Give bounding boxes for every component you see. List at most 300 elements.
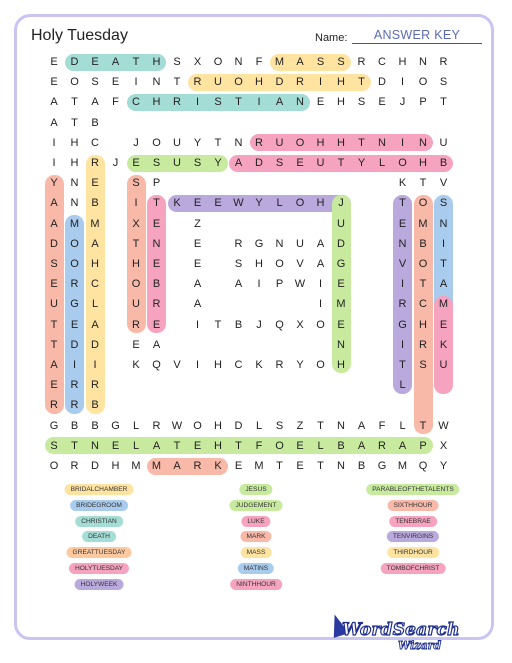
grid-letter[interactable]: N xyxy=(152,237,161,250)
grid-letter[interactable]: T xyxy=(214,136,222,149)
grid-letter[interactable]: S xyxy=(439,76,448,89)
grid-letter[interactable]: T xyxy=(153,197,160,210)
grid-letter[interactable]: N xyxy=(337,338,345,351)
grid-letter[interactable]: B xyxy=(152,278,161,291)
grid-letter[interactable]: S xyxy=(91,76,99,89)
grid-letter[interactable]: R xyxy=(296,76,304,89)
grid-letter[interactable]: E xyxy=(316,96,325,109)
grid-letter[interactable]: A xyxy=(91,96,99,109)
grid-letter[interactable]: O xyxy=(131,278,141,291)
grid-letter[interactable]: L xyxy=(132,419,140,432)
grid-letter[interactable]: A xyxy=(234,157,243,169)
grid-letter[interactable]: L xyxy=(132,439,140,452)
grid-letter[interactable]: R xyxy=(50,399,58,412)
grid-letter[interactable]: B xyxy=(419,237,427,250)
grid-letter[interactable]: G xyxy=(111,419,120,432)
grid-letter[interactable]: M xyxy=(131,460,141,472)
grid-letter[interactable]: N xyxy=(419,56,427,68)
grid-letter[interactable]: N xyxy=(378,136,386,149)
grid-letter[interactable]: N xyxy=(70,197,79,210)
grid-letter[interactable]: U xyxy=(173,157,181,169)
grid-letter[interactable]: E xyxy=(132,157,140,169)
grid-letter[interactable]: K xyxy=(214,460,222,472)
grid-letter[interactable]: S xyxy=(173,56,181,68)
grid-letter[interactable]: J xyxy=(133,136,139,149)
grid-letter[interactable]: H xyxy=(152,96,161,109)
grid-letter[interactable]: E xyxy=(132,338,140,351)
grid-letter[interactable]: I xyxy=(72,359,77,371)
grid-letter[interactable]: S xyxy=(439,197,448,210)
grid-letter[interactable]: C xyxy=(132,96,140,109)
grid-letter[interactable]: S xyxy=(357,96,366,109)
grid-letter[interactable]: R xyxy=(132,318,140,331)
grid-letter[interactable]: T xyxy=(440,96,447,109)
grid-letter[interactable]: F xyxy=(378,419,386,432)
grid-letter[interactable]: R xyxy=(193,460,202,472)
grid-letter[interactable]: E xyxy=(337,278,345,291)
grid-letter[interactable]: E xyxy=(439,318,448,331)
grid-letter[interactable]: T xyxy=(419,419,427,432)
grid-letter[interactable]: E xyxy=(152,318,161,331)
grid-letter[interactable]: I xyxy=(318,278,323,291)
grid-letter[interactable]: N xyxy=(152,76,161,89)
grid-letter[interactable]: L xyxy=(399,419,406,432)
grid-letter[interactable]: V xyxy=(439,177,448,190)
grid-letter[interactable]: E xyxy=(296,439,304,452)
grid-letter[interactable]: N xyxy=(337,419,345,432)
grid-letter[interactable]: I xyxy=(195,96,200,109)
grid-letter[interactable]: D xyxy=(234,419,243,432)
grid-letter[interactable]: T xyxy=(132,237,140,250)
grid-letter[interactable]: L xyxy=(378,157,386,169)
grid-letter[interactable]: X xyxy=(439,439,448,452)
grid-letter[interactable]: T xyxy=(317,460,324,472)
grid-letter[interactable]: A xyxy=(50,96,58,109)
grid-letter[interactable]: W xyxy=(438,419,449,432)
grid-letter[interactable]: D xyxy=(50,237,58,250)
grid-letter[interactable]: M xyxy=(90,217,100,230)
grid-letter[interactable]: R xyxy=(439,56,448,68)
grid-letter[interactable]: I xyxy=(318,298,323,311)
grid-letter[interactable]: A xyxy=(193,298,202,311)
grid-letter[interactable]: O xyxy=(316,359,325,371)
grid-letter[interactable]: A xyxy=(316,258,325,270)
grid-letter[interactable]: R xyxy=(91,379,99,392)
grid-letter[interactable]: B xyxy=(91,116,99,129)
grid-letter[interactable]: K xyxy=(173,197,181,210)
grid-letter[interactable]: I xyxy=(400,76,405,89)
grid-letter[interactable]: E xyxy=(378,96,386,109)
grid-letter[interactable]: B xyxy=(70,419,79,432)
grid-letter[interactable]: I xyxy=(400,338,405,351)
grid-letter[interactable]: U xyxy=(173,136,181,149)
grid-letter[interactable]: O xyxy=(213,56,223,68)
grid-letter[interactable]: D xyxy=(91,338,99,351)
grid-letter[interactable]: R xyxy=(70,399,79,412)
grid-letter[interactable]: U xyxy=(296,237,304,250)
grid-letter[interactable]: T xyxy=(419,278,427,291)
grid-letter[interactable]: A xyxy=(152,439,161,452)
grid-letter[interactable]: T xyxy=(317,419,324,432)
grid-letter[interactable]: V xyxy=(398,258,407,270)
grid-letter[interactable]: O xyxy=(193,419,202,432)
grid-letter[interactable]: E xyxy=(193,258,202,270)
grid-letter[interactable]: O xyxy=(316,318,325,331)
grid-letter[interactable]: X xyxy=(193,56,202,68)
grid-letter[interactable]: B xyxy=(234,318,243,331)
grid-letter[interactable]: N xyxy=(296,96,304,109)
grid-letter[interactable]: N xyxy=(70,177,79,190)
grid-letter[interactable]: B xyxy=(357,460,366,472)
grid-letter[interactable]: I xyxy=(195,359,200,371)
grid-letter[interactable]: B xyxy=(91,399,99,412)
grid-letter[interactable]: A xyxy=(357,439,366,452)
grid-letter[interactable]: M xyxy=(254,460,264,472)
grid-letter[interactable]: A xyxy=(173,460,181,472)
grid-letter[interactable]: J xyxy=(112,157,119,169)
grid-letter[interactable]: D xyxy=(255,157,263,169)
grid-letter[interactable]: R xyxy=(275,359,284,371)
grid-letter[interactable]: B xyxy=(91,197,99,210)
grid-letter[interactable]: R xyxy=(234,237,243,250)
grid-letter[interactable]: R xyxy=(398,298,407,311)
grid-letter[interactable]: A xyxy=(50,116,58,129)
grid-letter[interactable]: R xyxy=(255,136,263,149)
grid-letter[interactable]: Y xyxy=(50,177,58,190)
grid-letter[interactable]: E xyxy=(111,439,120,452)
grid-letter[interactable]: O xyxy=(49,460,59,472)
grid-letter[interactable]: E xyxy=(70,318,79,331)
grid-letter[interactable]: A xyxy=(91,318,99,331)
grid-letter[interactable]: E xyxy=(50,379,58,392)
grid-letter[interactable]: M xyxy=(418,217,428,230)
grid-letter[interactable]: R xyxy=(193,76,202,89)
grid-letter[interactable]: Q xyxy=(418,460,428,472)
grid-letter[interactable]: Z xyxy=(296,419,304,432)
grid-letter[interactable]: M xyxy=(274,56,285,68)
grid-letter[interactable]: Y xyxy=(255,197,263,210)
grid-letter[interactable]: E xyxy=(296,460,304,472)
grid-letter[interactable]: P xyxy=(419,96,427,109)
grid-letter[interactable]: E xyxy=(398,217,407,230)
grid-letter[interactable]: T xyxy=(399,197,406,210)
grid-letter[interactable]: H xyxy=(91,258,99,270)
grid-letter[interactable]: E xyxy=(91,177,99,190)
grid-letter[interactable]: T xyxy=(132,56,140,68)
grid-letter[interactable]: H xyxy=(214,439,222,452)
grid-letter[interactable]: U xyxy=(337,217,345,230)
grid-letter[interactable]: K xyxy=(255,359,263,371)
grid-letter[interactable]: D xyxy=(70,338,79,351)
grid-letter[interactable]: Y xyxy=(214,157,222,169)
grid-letter[interactable]: T xyxy=(440,258,447,270)
grid-letter[interactable]: P xyxy=(275,278,284,291)
grid-letter[interactable]: S xyxy=(132,177,140,190)
grid-letter[interactable]: R xyxy=(357,56,366,68)
grid-letter[interactable]: U xyxy=(275,136,284,149)
grid-letter[interactable]: A xyxy=(91,237,99,250)
grid-letter[interactable]: I xyxy=(318,76,323,89)
grid-letter[interactable]: R xyxy=(152,419,161,432)
grid-letter[interactable]: A xyxy=(357,419,366,432)
grid-letter[interactable]: T xyxy=(71,439,78,452)
grid-letter[interactable]: O xyxy=(234,76,243,89)
grid-letter[interactable]: H xyxy=(214,359,222,371)
grid-letter[interactable]: H xyxy=(337,96,345,109)
grid-letter[interactable]: C xyxy=(378,56,386,68)
grid-letter[interactable]: N xyxy=(275,237,284,250)
grid-letter[interactable]: O xyxy=(418,258,428,270)
grid-letter[interactable]: D xyxy=(91,460,99,472)
grid-letter[interactable]: R xyxy=(91,157,99,169)
grid-letter[interactable]: N xyxy=(337,460,345,472)
grid-letter[interactable]: A xyxy=(275,96,284,109)
grid-letter[interactable]: G xyxy=(254,237,264,250)
grid-letter[interactable]: C xyxy=(91,136,99,149)
grid-letter[interactable]: A xyxy=(50,217,58,230)
grid-letter[interactable]: I xyxy=(257,96,261,109)
grid-letter[interactable]: T xyxy=(214,318,222,331)
grid-letter[interactable]: T xyxy=(50,338,58,351)
grid-letter[interactable]: U xyxy=(316,157,325,169)
grid-letter[interactable]: Y xyxy=(357,157,366,169)
grid-letter[interactable]: Z xyxy=(194,217,201,230)
grid-letter[interactable]: T xyxy=(337,157,345,169)
grid-letter[interactable]: O xyxy=(152,136,161,149)
grid-letter[interactable]: H xyxy=(214,419,222,432)
grid-letter[interactable]: N xyxy=(234,56,243,68)
grid-letter[interactable]: S xyxy=(50,439,58,452)
grid-letter[interactable]: X xyxy=(132,217,140,230)
grid-letter[interactable]: U xyxy=(50,298,58,311)
grid-letter[interactable]: C xyxy=(234,359,243,371)
grid-letter[interactable]: R xyxy=(419,338,427,351)
grid-letter[interactable]: N xyxy=(234,136,243,149)
grid-letter[interactable]: F xyxy=(112,96,119,109)
grid-letter[interactable]: L xyxy=(91,298,99,311)
grid-letter[interactable]: E xyxy=(152,258,161,270)
grid-letter[interactable]: W xyxy=(294,278,306,291)
grid-letter[interactable]: S xyxy=(316,56,325,68)
grid-letter[interactable]: T xyxy=(50,318,58,331)
grid-letter[interactable]: H xyxy=(316,136,325,149)
grid-letter[interactable]: A xyxy=(316,237,325,250)
grid-letter[interactable]: T xyxy=(358,76,365,89)
grid-letter[interactable]: E xyxy=(152,217,161,230)
grid-letter[interactable]: H xyxy=(70,157,79,169)
grid-letter[interactable]: K xyxy=(398,177,407,190)
grid-letter[interactable]: I xyxy=(400,136,405,149)
grid-letter[interactable]: K xyxy=(132,359,140,371)
grid-letter[interactable]: R xyxy=(378,439,386,452)
grid-letter[interactable]: A xyxy=(193,278,202,291)
grid-letter[interactable]: T xyxy=(173,439,181,452)
grid-letter[interactable]: O xyxy=(398,157,407,169)
grid-letter[interactable]: C xyxy=(419,298,427,311)
grid-letter[interactable]: T xyxy=(173,76,181,89)
name-field[interactable]: ANSWER KEY xyxy=(352,28,482,44)
grid-letter[interactable]: J xyxy=(256,318,262,331)
grid-letter[interactable]: S xyxy=(275,419,284,432)
grid-letter[interactable]: J xyxy=(399,96,406,109)
grid-letter[interactable]: X xyxy=(296,318,304,331)
grid-letter[interactable]: O xyxy=(275,439,284,452)
grid-letter[interactable]: E xyxy=(296,157,304,169)
grid-letter[interactable]: G xyxy=(70,298,79,311)
grid-letter[interactable]: T xyxy=(419,177,427,190)
grid-letter[interactable]: D xyxy=(275,76,284,89)
grid-letter[interactable]: H xyxy=(111,460,120,472)
grid-letter[interactable]: A xyxy=(111,56,120,68)
grid-letter[interactable]: E xyxy=(193,439,202,452)
grid-letter[interactable]: S xyxy=(152,157,161,169)
grid-letter[interactable]: E xyxy=(193,197,202,210)
grid-letter[interactable]: A xyxy=(398,439,407,452)
grid-letter[interactable]: H xyxy=(132,258,140,270)
grid-letter[interactable]: A xyxy=(50,359,58,371)
grid-letter[interactable]: D xyxy=(378,76,386,89)
grid-letter[interactable]: I xyxy=(52,157,56,169)
grid-letter[interactable]: W xyxy=(233,197,244,210)
grid-letter[interactable]: D xyxy=(337,237,345,250)
grid-letter[interactable]: I xyxy=(93,359,97,371)
grid-letter[interactable]: O xyxy=(70,258,79,270)
grid-letter[interactable]: S xyxy=(419,359,427,371)
grid-letter[interactable]: I xyxy=(52,136,56,149)
grid-letter[interactable]: E xyxy=(214,197,222,210)
grid-letter[interactable]: S xyxy=(50,258,58,270)
grid-letter[interactable]: O xyxy=(418,76,428,89)
grid-letter[interactable]: G xyxy=(336,258,346,270)
grid-letter[interactable]: B xyxy=(91,419,99,432)
grid-letter[interactable]: B xyxy=(337,439,345,452)
grid-letter[interactable]: Q xyxy=(152,359,161,371)
grid-letter[interactable]: E xyxy=(337,318,345,331)
grid-letter[interactable]: L xyxy=(276,197,283,210)
grid-letter[interactable]: V xyxy=(173,359,181,371)
grid-letter[interactable]: O xyxy=(70,237,79,250)
grid-letter[interactable]: G xyxy=(49,419,59,432)
grid-letter[interactable]: T xyxy=(235,439,242,452)
grid-letter[interactable]: N xyxy=(91,439,99,452)
grid-letter[interactable]: W xyxy=(171,419,183,432)
grid-letter[interactable]: R xyxy=(152,298,161,311)
grid-letter[interactable]: H xyxy=(70,136,79,149)
grid-letter[interactable]: H xyxy=(255,258,263,270)
grid-letter[interactable]: M xyxy=(438,298,449,311)
grid-letter[interactable]: U xyxy=(214,76,222,89)
grid-letter[interactable]: T xyxy=(358,136,365,149)
grid-letter[interactable]: U xyxy=(132,298,140,311)
grid-letter[interactable]: H xyxy=(337,136,345,149)
grid-letter[interactable]: C xyxy=(91,278,99,291)
grid-letter[interactable]: R xyxy=(70,278,79,291)
grid-letter[interactable]: H xyxy=(398,56,407,68)
grid-letter[interactable]: H xyxy=(316,197,325,210)
grid-letter[interactable]: L xyxy=(255,419,263,432)
grid-letter[interactable]: O xyxy=(418,197,428,210)
grid-letter[interactable]: H xyxy=(152,56,161,68)
grid-letter[interactable]: I xyxy=(441,237,446,250)
grid-letter[interactable]: K xyxy=(439,338,448,351)
grid-letter[interactable]: T xyxy=(71,96,78,109)
grid-letter[interactable]: N xyxy=(398,237,407,250)
grid-letter[interactable]: R xyxy=(70,379,79,392)
grid-letter[interactable]: G xyxy=(377,460,387,472)
grid-letter[interactable]: M xyxy=(151,460,162,472)
grid-letter[interactable]: Y xyxy=(193,136,202,149)
grid-letter[interactable]: T xyxy=(276,460,283,472)
grid-letter[interactable]: G xyxy=(398,318,407,331)
grid-letter[interactable]: B xyxy=(439,157,448,169)
grid-letter[interactable]: S xyxy=(214,96,222,109)
grid-letter[interactable]: O xyxy=(295,136,305,149)
grid-letter[interactable]: S xyxy=(234,258,243,270)
grid-letter[interactable]: L xyxy=(317,439,324,452)
grid-letter[interactable]: E xyxy=(50,76,58,89)
grid-letter[interactable]: I xyxy=(134,76,138,89)
grid-letter[interactable]: E xyxy=(234,460,243,472)
grid-letter[interactable]: T xyxy=(235,96,242,109)
grid-letter[interactable]: S xyxy=(193,157,202,169)
grid-letter[interactable]: E xyxy=(193,237,202,250)
grid-letter[interactable]: S xyxy=(275,157,284,169)
grid-letter[interactable]: A xyxy=(439,278,448,291)
grid-letter[interactable]: H xyxy=(419,157,427,169)
grid-letter[interactable]: H xyxy=(255,76,263,89)
grid-letter[interactable]: E xyxy=(91,56,99,68)
grid-letter[interactable]: A xyxy=(296,56,304,68)
grid-letter[interactable]: M xyxy=(397,460,408,472)
grid-letter[interactable]: H xyxy=(337,76,345,89)
grid-letter[interactable]: P xyxy=(419,439,427,452)
grid-letter[interactable]: E xyxy=(50,56,58,68)
grid-letter[interactable]: N xyxy=(439,217,448,230)
grid-letter[interactable]: I xyxy=(134,197,138,210)
grid-letter[interactable]: H xyxy=(419,318,427,331)
grid-letter[interactable]: P xyxy=(152,177,161,190)
grid-letter[interactable]: A xyxy=(50,197,58,210)
grid-letter[interactable]: U xyxy=(439,136,448,149)
grid-letter[interactable]: J xyxy=(338,197,344,210)
grid-letter[interactable]: I xyxy=(195,318,200,331)
grid-letter[interactable]: D xyxy=(70,56,79,68)
grid-letter[interactable]: H xyxy=(337,359,345,371)
grid-letter[interactable]: M xyxy=(69,217,80,230)
grid-letter[interactable]: T xyxy=(399,359,406,371)
grid-letter[interactable]: R xyxy=(70,460,79,472)
grid-letter[interactable]: F xyxy=(255,56,263,68)
grid-letter[interactable]: R xyxy=(173,96,181,109)
grid-letter[interactable]: Y xyxy=(296,359,304,371)
grid-letter[interactable]: Y xyxy=(439,460,448,472)
grid-letter[interactable]: S xyxy=(337,56,345,68)
grid-letter[interactable]: O xyxy=(295,197,305,210)
grid-letter[interactable]: M xyxy=(336,298,346,311)
grid-letter[interactable]: V xyxy=(296,258,304,270)
grid-letter[interactable]: L xyxy=(399,379,406,392)
grid-letter[interactable]: T xyxy=(71,116,78,129)
grid-letter[interactable]: E xyxy=(111,76,120,89)
grid-letter[interactable]: Q xyxy=(275,318,284,331)
grid-letter[interactable]: N xyxy=(419,136,427,149)
grid-letter[interactable]: A xyxy=(234,278,243,291)
grid-letter[interactable]: E xyxy=(50,278,58,291)
grid-letter[interactable]: O xyxy=(275,258,284,270)
grid-letter[interactable]: U xyxy=(439,359,448,371)
grid-letter[interactable]: O xyxy=(70,76,79,89)
grid-letter[interactable]: F xyxy=(255,439,263,452)
